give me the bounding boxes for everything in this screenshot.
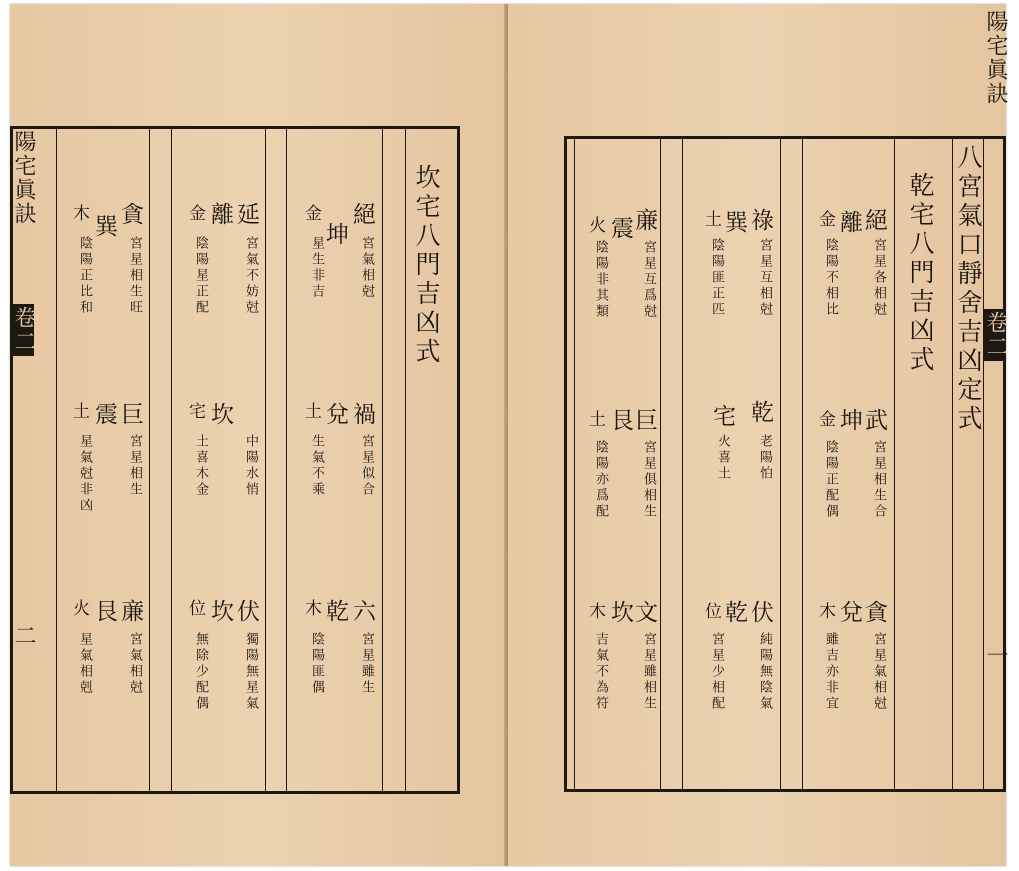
entry-note: 純陽無陰氣: [757, 632, 772, 712]
entry-trigram: 坤: [322, 222, 348, 245]
column-rule: [802, 138, 803, 790]
section-heading: 乾宅八門吉凶式: [906, 172, 935, 375]
column-rule: [382, 128, 383, 792]
entry-note: 宮星氣相尅: [871, 632, 886, 712]
entry-title: 貪: [117, 202, 143, 225]
entry-element: 土: [69, 402, 89, 419]
margin-title: 陽宅眞訣: [983, 10, 1008, 106]
entry-sub: 星氣相剋: [77, 632, 92, 696]
column-rule: [286, 128, 287, 792]
entry-title: 禍: [349, 402, 375, 425]
entry-title: 巨: [117, 402, 143, 425]
column-rule: [405, 128, 406, 792]
entry-note: 宮星似合: [359, 434, 374, 498]
entry-trigram: 乾: [322, 599, 348, 622]
entry-title: 亷: [631, 208, 657, 231]
entry-note: 宮星互相尅: [757, 238, 772, 318]
entry-sub: 宮星少相配: [709, 632, 724, 712]
column-rule: [780, 138, 781, 790]
entry-sub: 陰陽不相比: [823, 238, 838, 318]
entry-trigram: 震: [607, 216, 633, 239]
column-rule: [56, 128, 57, 792]
entry-title: 巨: [631, 408, 657, 431]
entry-trigram: 兌: [836, 600, 862, 623]
entry-title: 亷: [117, 599, 143, 622]
entry-note: 宮星雖生: [359, 632, 374, 696]
column-rule: [149, 128, 150, 792]
entry-trigram: 離: [836, 210, 862, 233]
entry-element: 土: [701, 210, 721, 227]
column-rule: [894, 138, 895, 790]
section-heading: 坎宅八門吉凶式: [412, 164, 441, 367]
column-rule: [660, 138, 661, 790]
entry-sub: 星生非吉: [309, 236, 324, 300]
entry-title: 文: [631, 600, 657, 623]
entry-element: 土: [301, 402, 321, 419]
entry-note: 宮星相生: [127, 434, 142, 498]
column-rule: [265, 128, 266, 792]
entry-title: 延: [233, 202, 259, 225]
entry-sub: 陰陽正配偶: [823, 440, 838, 520]
entry-title: 絕: [861, 208, 887, 231]
entry-note: 獨陽無星氣: [243, 632, 258, 712]
entry-element: 木: [301, 599, 321, 616]
entry-trigram: 離: [207, 202, 233, 225]
entry-note: 宮星互爲尅: [641, 240, 656, 320]
entry-trigram: 震: [91, 402, 117, 425]
margin-folio: 二: [11, 624, 36, 648]
entry-note: 宮星各相尅: [871, 238, 886, 318]
chapter-heading: 八宮氣口靜舍吉凶定式: [954, 144, 983, 434]
entry-note: 宮星相生旺: [127, 236, 142, 316]
margin-volume: 卷二: [11, 306, 36, 354]
entry-trigram: 艮: [607, 408, 633, 431]
entry-note: 中陽水悄: [243, 434, 258, 498]
entry-element: 火: [585, 216, 605, 233]
entry-element: 木: [585, 602, 605, 619]
entry-sub: 星氣尅非凶: [77, 434, 92, 514]
entry-element: 金: [815, 210, 835, 227]
entry-element: 火: [69, 599, 89, 616]
entry-element: 金: [301, 204, 321, 221]
entry-sub: 火喜土: [715, 434, 730, 482]
entry-title: 絕: [349, 202, 375, 225]
left-page: [10, 4, 506, 866]
entry-element: 木: [69, 204, 89, 221]
entry-title: 伏: [233, 599, 259, 622]
entry-note: 老陽怕: [757, 434, 772, 482]
entry-note: 宮氣不妨尅: [243, 236, 258, 316]
entry-sub: 陰陽匪偶: [309, 632, 324, 696]
entry-trigram: 乾: [747, 400, 773, 423]
column-rule: [171, 128, 172, 792]
entry-title: 武: [861, 408, 887, 431]
entry-sub: 陰陽正比和: [77, 236, 92, 316]
entry-note: 宮氣相尅: [127, 632, 142, 696]
entry-trigram: 坤: [836, 408, 862, 431]
entry-trigram: 乾: [721, 600, 747, 623]
margin-folio: 一: [983, 644, 1008, 668]
entry-element: 位: [185, 599, 205, 616]
column-rule: [983, 138, 984, 790]
entry-sub: 雖吉亦非宜: [823, 632, 838, 712]
entry-trigram: 艮: [91, 599, 117, 622]
entry-trigram: 巽: [721, 210, 747, 233]
entry-title: 貪: [861, 600, 887, 623]
entry-title: 宅: [709, 404, 735, 427]
entry-title: 伏: [747, 600, 773, 623]
entry-sub: 陰陽亦爲配: [593, 440, 608, 520]
entry-title: 祿: [747, 208, 773, 231]
column-rule: [952, 138, 953, 790]
entry-sub: 陰陽星正配: [193, 236, 208, 316]
entry-sub: 土喜木金: [193, 434, 208, 498]
entry-sub: 生氣不乘: [309, 434, 324, 498]
entry-sub: 吉氣不為符: [593, 632, 608, 712]
column-rule: [682, 138, 683, 790]
column-rule: [574, 138, 575, 790]
entry-sub: 陰陽匪正匹: [709, 238, 724, 318]
entry-element: 金: [815, 410, 835, 427]
entry-trigram: 坎: [207, 402, 233, 425]
entry-title: 宅: [185, 402, 205, 419]
entry-trigram: 坎: [207, 599, 233, 622]
entry-element: 木: [815, 602, 835, 619]
entry-note: 宮星俱相生: [641, 440, 656, 520]
entry-element: 位: [701, 602, 721, 619]
entry-sub: 陰陽非其類: [593, 240, 608, 320]
entry-note: 宮星雖相生: [641, 632, 656, 712]
entry-trigram: 坎: [607, 600, 633, 623]
entry-element: 土: [585, 410, 605, 427]
book-spread: [10, 4, 1006, 866]
entry-note: 宮星相生合: [871, 440, 886, 520]
entry-sub: 無除少配偶: [193, 632, 208, 712]
margin-title: 陽宅眞訣: [11, 130, 36, 226]
margin-volume: 卷二: [983, 311, 1008, 359]
entry-element: 金: [185, 204, 205, 221]
right-page: [508, 4, 1006, 866]
entry-trigram: 巽: [91, 214, 117, 237]
entry-title: 六: [349, 599, 375, 622]
entry-note: 宮氣相尅: [359, 236, 374, 300]
entry-trigram: 兌: [322, 402, 348, 425]
